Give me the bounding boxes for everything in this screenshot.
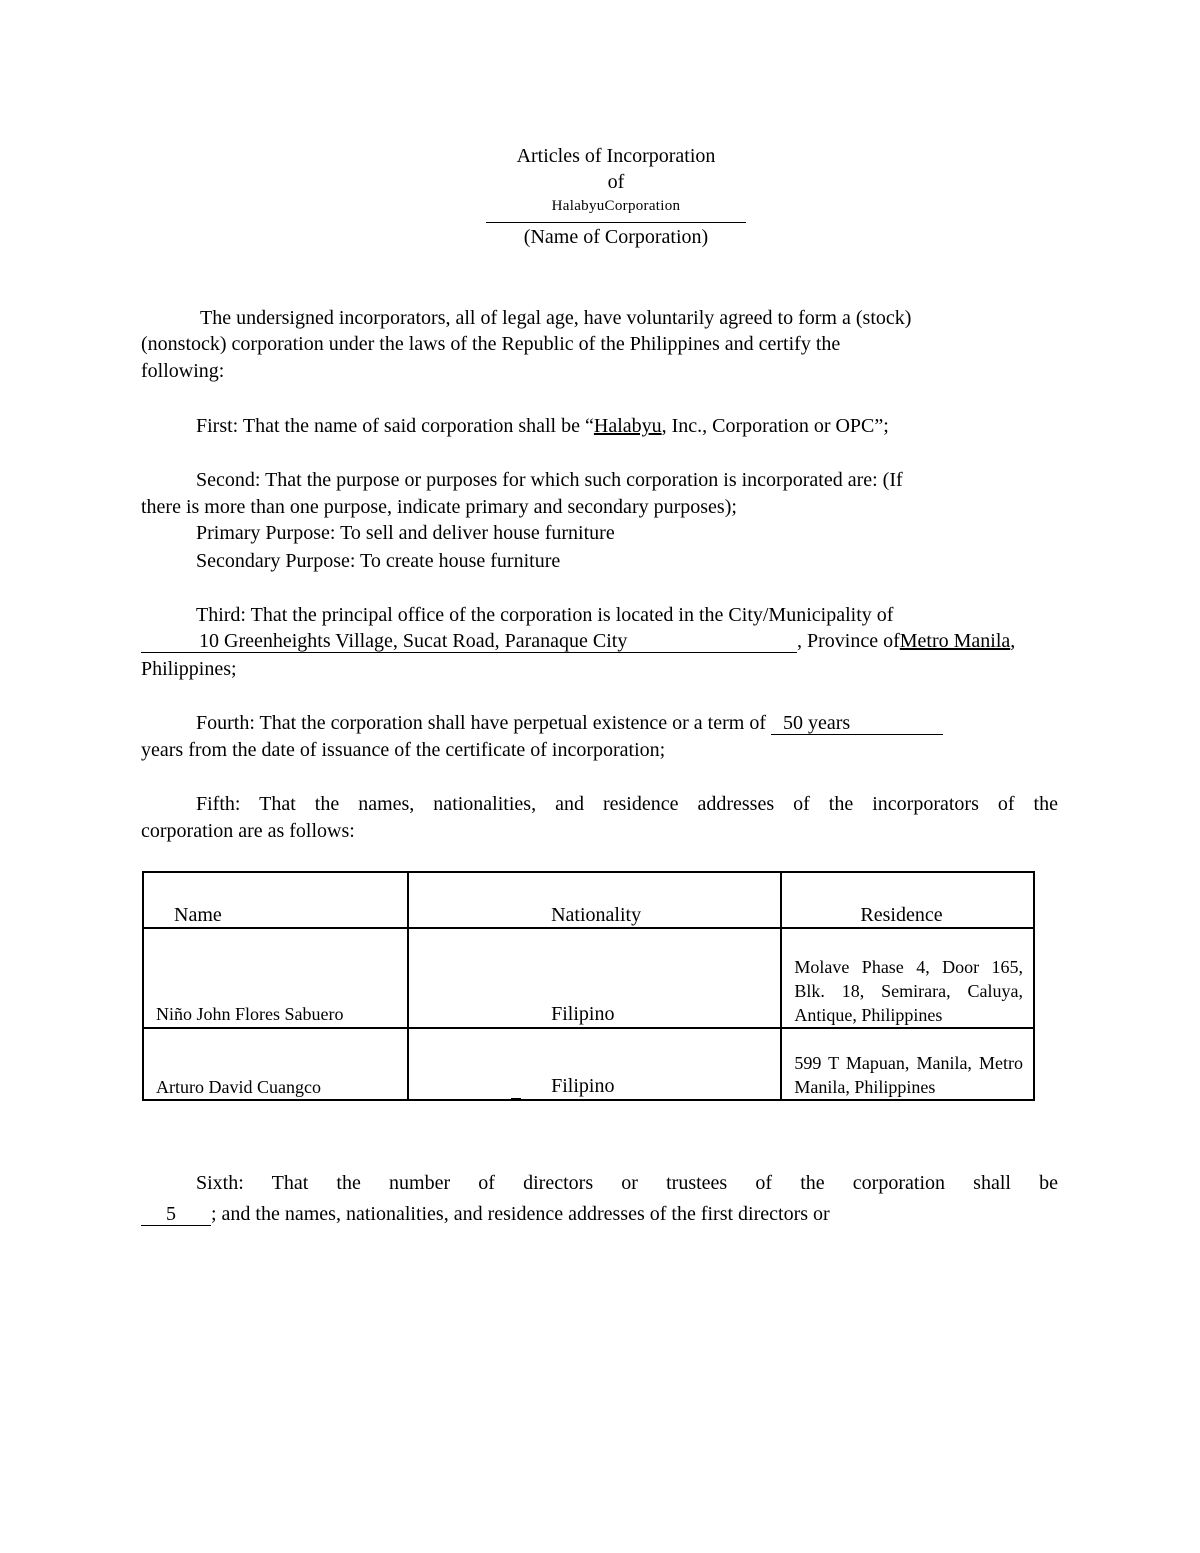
- header-cell-name: [143, 872, 408, 928]
- first-corp-name: Halabyu: [593, 415, 662, 437]
- small-underline-mark: [511, 1098, 521, 1099]
- row-1-nationality-text: Filipino: [551, 1003, 615, 1025]
- province-value: Metro Manila: [899, 630, 1011, 652]
- first-suffix: , Inc., Corporation or OPC”;: [661, 415, 889, 437]
- term-blank: [771, 712, 943, 735]
- header-cell-residence: [781, 872, 1034, 928]
- header-nationality: Nationality: [551, 904, 642, 926]
- sixth-line-1: Sixth: That the number of directors or trustees of the corporation shall be: [196, 1172, 1058, 1194]
- row-2-residence: 599 T Mapuan, Manila, Metro Manila, Philippines: [781, 1028, 1034, 1100]
- row-2-nationality: [408, 1028, 781, 1100]
- intro-line-3: following:: [141, 360, 225, 382]
- province-end: ,: [1010, 630, 1016, 652]
- intro-line-2: (nonstock) corporation under the laws of the Republic of the Philippines and certify the: [141, 333, 841, 355]
- directors-count: 5: [166, 1203, 176, 1225]
- incorporators-table: [142, 871, 1035, 1101]
- name-underline: [486, 222, 746, 223]
- doc-title: Articles of Incorporation: [516, 145, 716, 167]
- third-line-3: Philippines;: [141, 658, 237, 680]
- directors-count-blank: [141, 1203, 211, 1226]
- fourth-prefix: Fourth: That the corporation shall have perpetual existence or a term of: [196, 712, 771, 734]
- province-label: , Province of: [797, 630, 900, 652]
- intro-line-1: The undersigned incorporators, all of legal age, have voluntarily agreed to form a (stock): [200, 307, 912, 329]
- fourth-line-2: years from the date of issuance of the certificate of incorporation;: [141, 739, 666, 761]
- row-2-name: Arturo David Cuangco: [143, 1028, 408, 1100]
- row-1-residence: Molave Phase 4, Door 165, Blk. 18, Semirara, Caluya, Antique, Philippines: [781, 928, 1034, 1028]
- header-name: Name: [174, 904, 222, 926]
- first-prefix: First: That the name of said corporation shall be “: [196, 415, 594, 437]
- second-line-2: there is more than one purpose, indicate primary and secondary purposes);: [141, 496, 737, 518]
- sixth-line-2: [141, 1201, 830, 1227]
- office-address: 10 Greenheights Village, Sucat Road, Paranaque City: [199, 630, 628, 652]
- header-cell-nationality: [408, 872, 781, 928]
- row-1-name: Niño John Flores Sabuero: [143, 928, 408, 1028]
- table-header-row: [143, 872, 1034, 928]
- fifth-line-1: Fifth: That the names, nationalities, and residence addresses of the incorporators of the: [196, 793, 1058, 815]
- name-caption: (Name of Corporation): [523, 226, 709, 248]
- term-value: 50 years: [783, 712, 851, 734]
- fifth-line-2: corporation are as follows:: [141, 820, 355, 842]
- third-line-2: [141, 628, 1058, 654]
- row-1-nationality: [408, 928, 781, 1028]
- table-row: [143, 928, 1034, 1028]
- primary-purpose: Primary Purpose: To sell and deliver house furniture: [196, 522, 615, 544]
- fourth-line-1: [196, 710, 943, 736]
- first-clause: [196, 413, 889, 439]
- row-2-nationality-text: Filipino: [551, 1075, 615, 1097]
- table-row: [143, 1028, 1034, 1100]
- third-line-1: Third: That the principal office of the corporation is located in the City/Municipality of: [196, 604, 894, 626]
- second-line-1: Second: That the purpose or purposes for which such corporation is incorporated are: (If: [196, 469, 903, 491]
- header-residence: Residence: [860, 904, 943, 926]
- corporation-name: HalabyuCorporation: [551, 198, 681, 214]
- secondary-purpose: Secondary Purpose: To create house furniture: [196, 550, 561, 572]
- sixth-line-2-text: ; and the names, nationalities, and residence addresses of the first directors or: [211, 1203, 830, 1225]
- address-blank: [141, 630, 797, 653]
- doc-title-of: of: [607, 171, 625, 193]
